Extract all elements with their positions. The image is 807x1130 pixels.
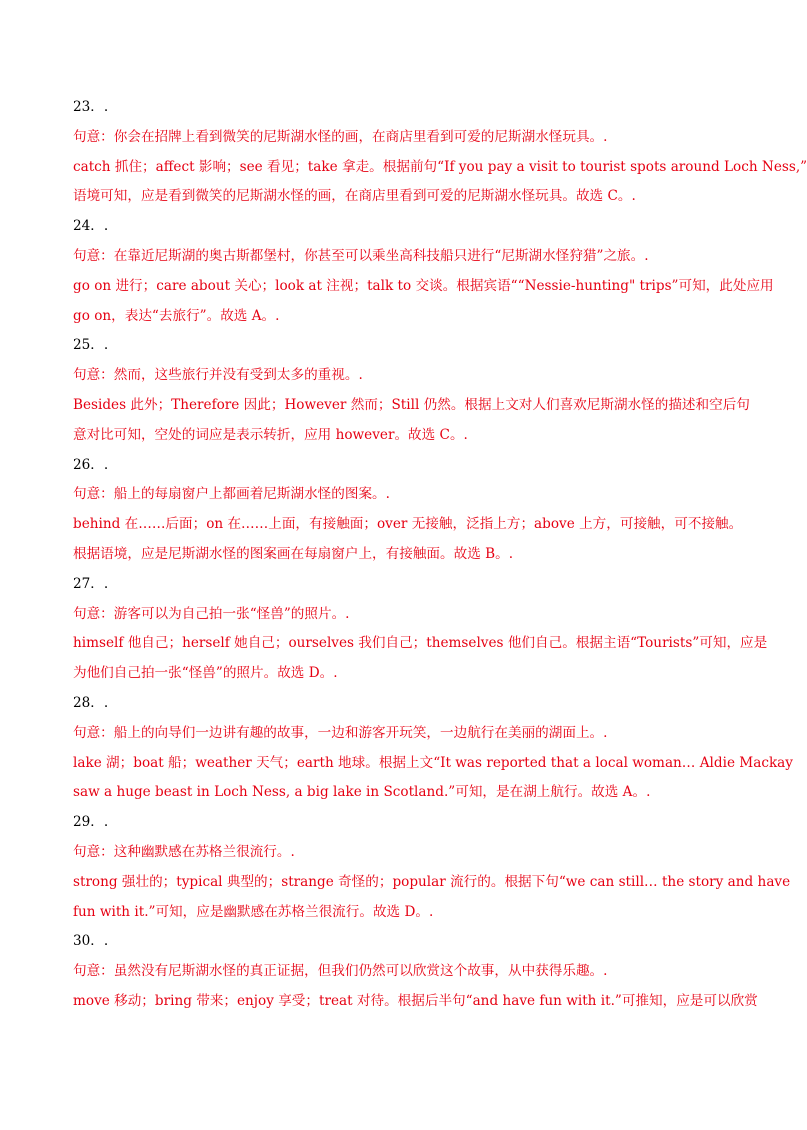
explanation-line: go on，表达“去旅行”。故选 A。. bbox=[73, 307, 280, 324]
sentence-meaning: 句意：船上的每扇窗户上都画着尼斯湖水怪的图案。. bbox=[73, 486, 390, 503]
explanation-line: himself 他自己；herself 她自己；ourselves 我们自己；themselves 他们自己。根据主语“Tourists”可知，应是 bbox=[73, 635, 768, 652]
explanation-line: 根据语境，应是尼斯湖水怪的图案画在每扇窗户上，有接触面。故选 B。. bbox=[73, 545, 514, 562]
explanation-line: Besides 此外；Therefore 因此；However 然而；Still 仍然。根据上文对人们喜欢尼斯湖水怪的描述和空后句 bbox=[73, 396, 750, 413]
question-number: 29．. bbox=[73, 814, 109, 831]
explanation-line: saw a huge beast in Loch Ness, a big lake in Scotland.”可知，是在湖上航行。故选 A。. bbox=[73, 784, 651, 801]
explanation-line: 语境可知，应是看到微笑的尼斯湖水怪的画，在商店里看到可爱的尼斯湖水怪玩具。故选 C。. bbox=[73, 188, 636, 205]
explanation-line: move 移动；bring 带来；enjoy 享受；treat 对待。根据后半句“and have fun with it.”可推知，应是可以欣赏 bbox=[73, 992, 758, 1009]
question-number: 23．. bbox=[73, 99, 109, 115]
explanation-line: strong 强壮的；typical 典型的；strange 奇怪的；popular 流行的。根据下句“we can still… the story and have bbox=[73, 873, 791, 890]
question-number: 30．. bbox=[73, 933, 109, 950]
sentence-meaning: 句意：你会在招牌上看到微笑的尼斯湖水怪的画，在商店里看到可爱的尼斯湖水怪玩具。. bbox=[73, 128, 608, 145]
sentence-meaning: 句意：虽然没有尼斯湖水怪的真正证据，但我们仍然可以欣赏这个故事，从中获得乐趣。. bbox=[73, 963, 608, 980]
question-number: 24．. bbox=[73, 218, 109, 235]
sentence-meaning: 句意：船上的向导们一边讲有趣的故事，一边和游客开玩笑，一边航行在美丽的湖面上。. bbox=[73, 724, 608, 741]
explanation-line: catch 抓住；affect 影响；see 看见；take 拿走。根据前句“If you pay a visit to tourist spots around Loch Ness,” bbox=[73, 158, 807, 175]
sentence-meaning: 句意：游客可以为自己拍一张“怪兽”的照片。. bbox=[73, 605, 350, 622]
explanation-line: go on 进行；care about 关心；look at 注视；talk to 交谈。根据宾语““Nessie-hunting" trips”可知，此处应用 bbox=[73, 277, 774, 294]
question-number: 27．. bbox=[73, 575, 109, 592]
sentence-meaning: 句意：在靠近尼斯湖的奥古斯都堡村，你甚至可以乘坐高科技船只进行“尼斯湖水怪狩猎”之旅。. bbox=[73, 247, 649, 264]
sentence-meaning: 句意：这种幽默感在苏格兰很流行。. bbox=[73, 843, 295, 860]
question-number: 26．. bbox=[73, 456, 109, 473]
explanation-line: lake 湖；boat 船；weather 天气；earth 地球。根据上文“It was reported that a local woman… Aldie Mackay bbox=[73, 754, 793, 771]
sentence-meaning: 句意：然而，这些旅行并没有受到太多的重视。. bbox=[73, 367, 363, 384]
explanation-line: behind 在……后面；on 在……上面，有接触面；over 无接触，泛指上方；above 上方，可接触，可不接触。 bbox=[73, 516, 743, 533]
question-number: 28．. bbox=[73, 694, 109, 711]
question-number: 25．. bbox=[73, 337, 109, 354]
explanation-line: 为他们自己拍一张“怪兽”的照片。故选 D。. bbox=[73, 665, 338, 682]
explanation-line: 意对比可知，空处的词应是表示转折，应用 however。故选 C。. bbox=[73, 426, 468, 443]
answer-explanations bbox=[73, 93, 807, 1017]
explanation-line: fun with it.”可知，应是幽默感在苏格兰很流行。故选 D。. bbox=[73, 903, 434, 920]
